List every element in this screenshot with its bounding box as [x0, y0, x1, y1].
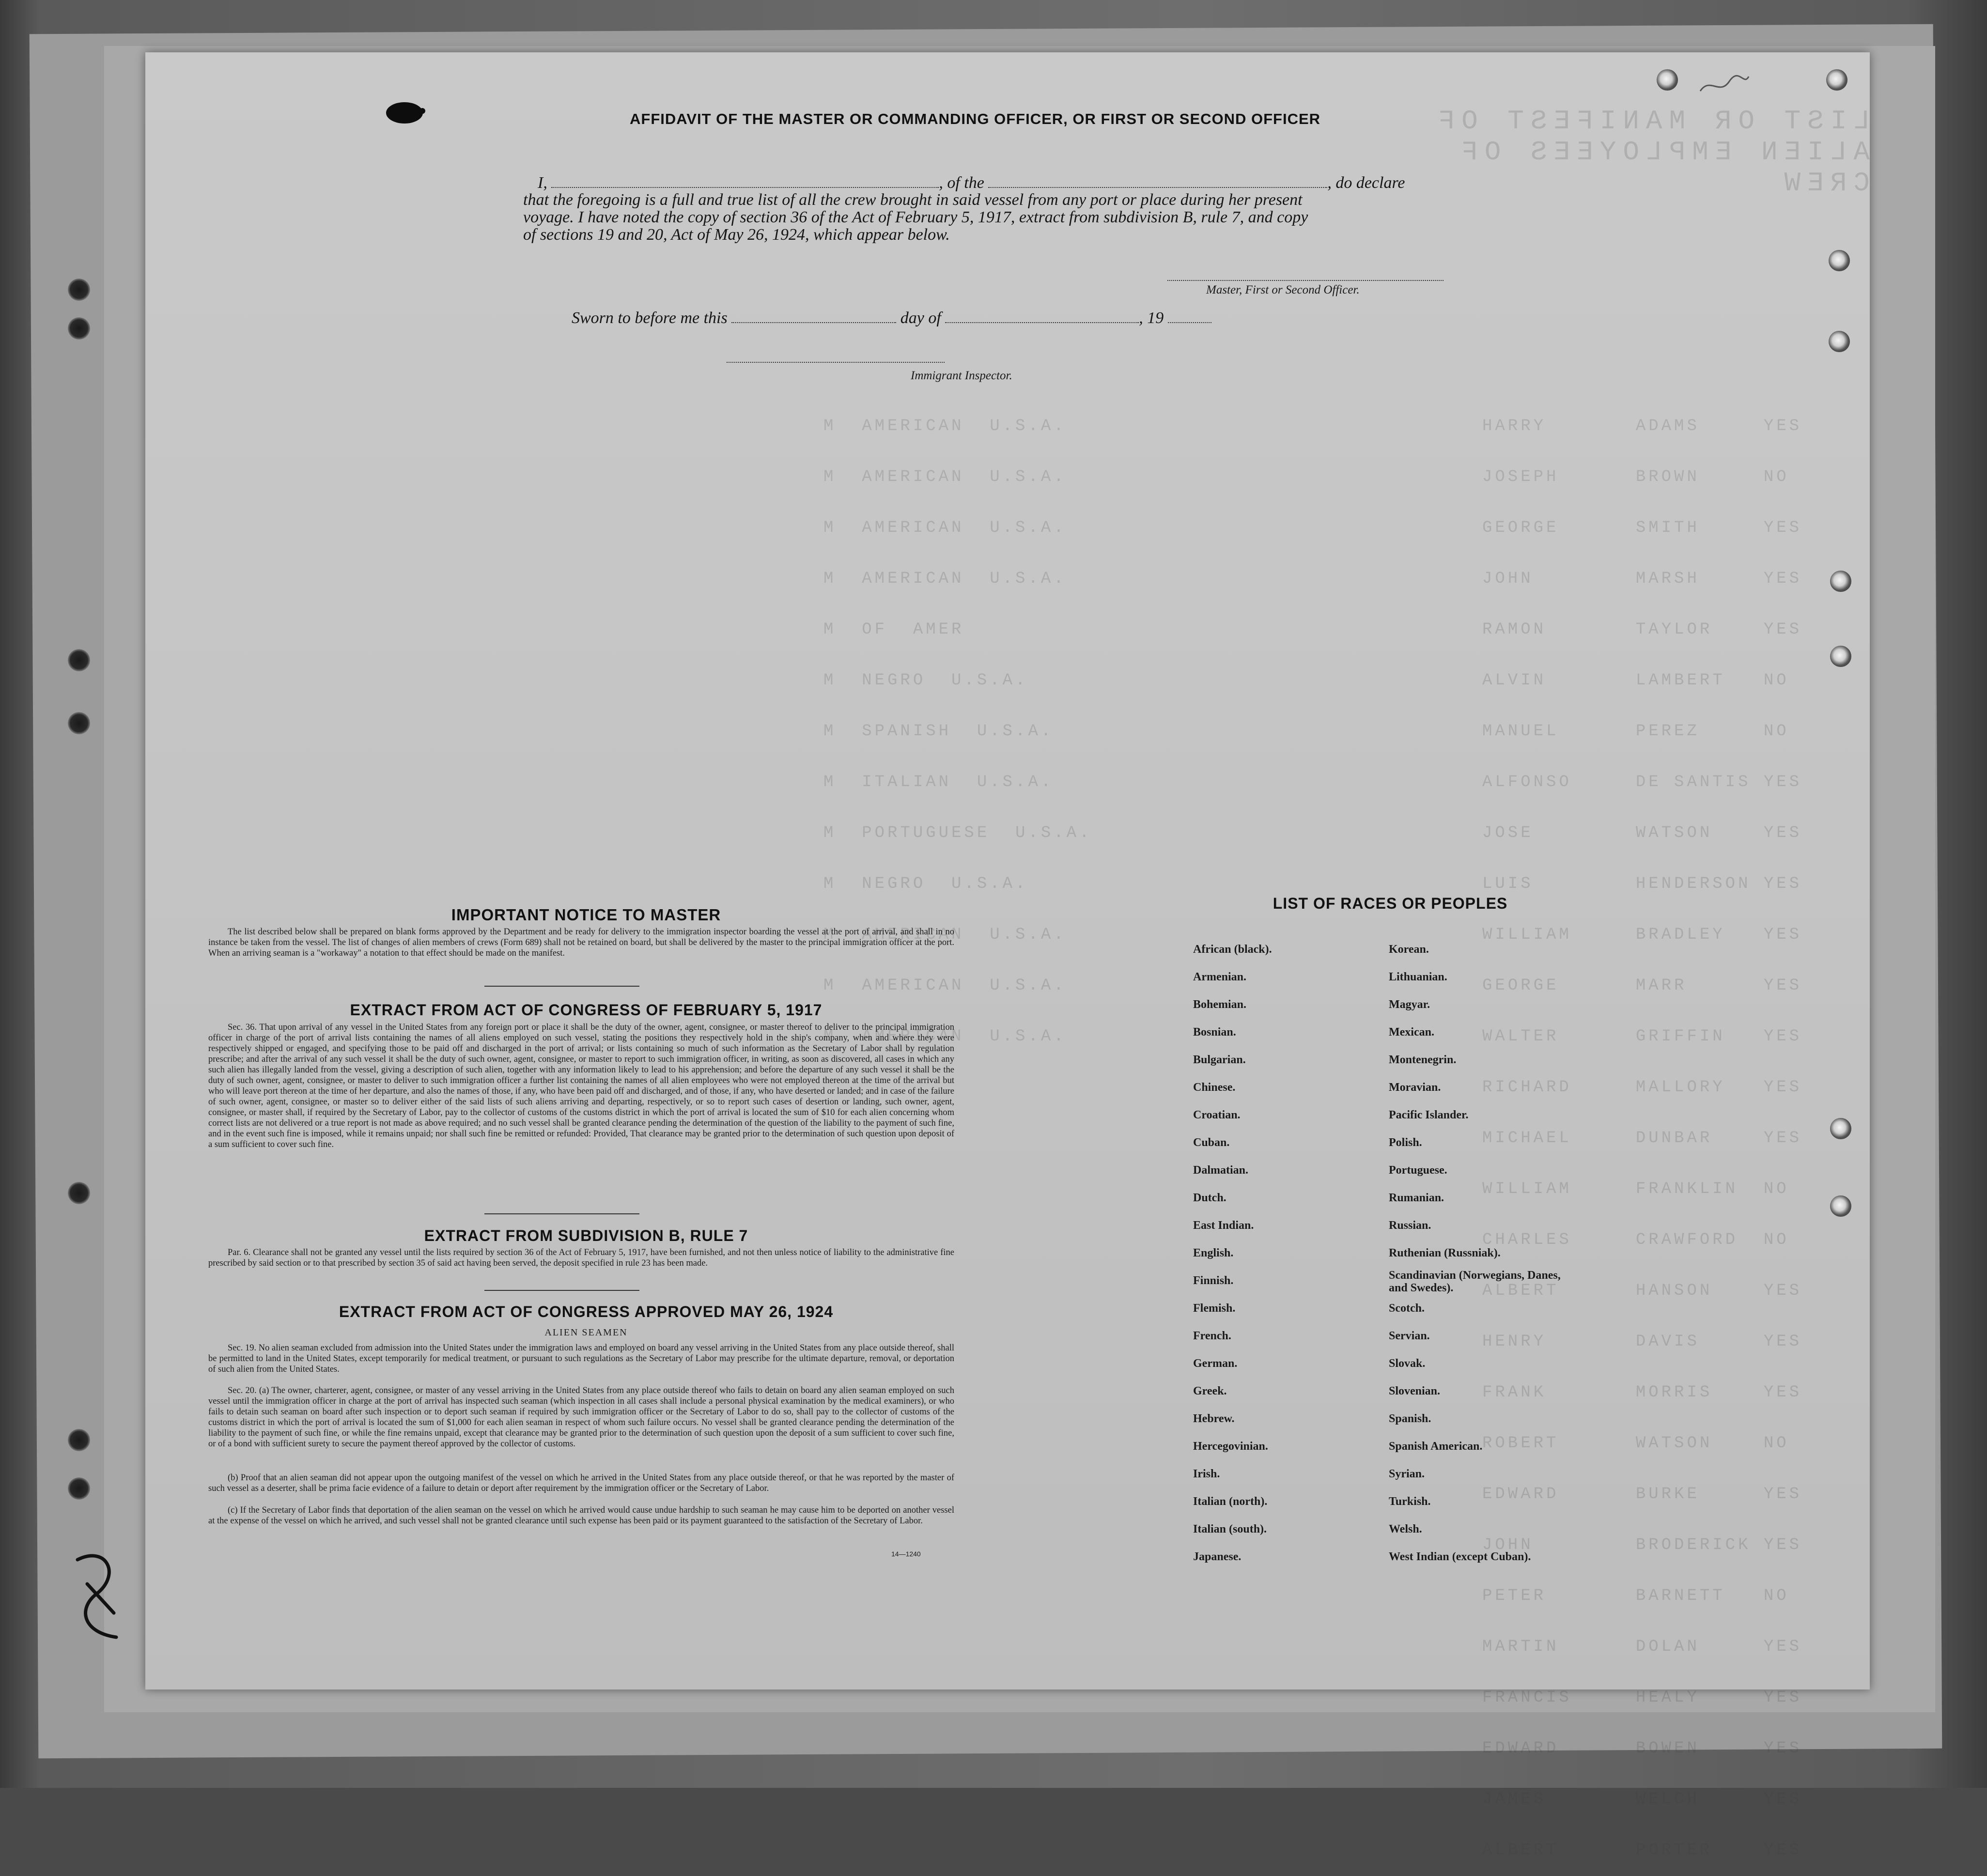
master-name-field[interactable] [551, 173, 939, 188]
race-item: Scotch. [1389, 1302, 1425, 1315]
binder-hole-icon [68, 1477, 90, 1500]
race-item: Spanish American. [1389, 1440, 1483, 1453]
affidavit-title: AFFIDAVIT OF THE MASTER OR COMMANDING OFFICER, OR FIRST OR SECOND OFFICER [630, 110, 1321, 127]
race-item: Lithuanian. [1389, 971, 1447, 983]
race-item: Italian (north). [1193, 1495, 1268, 1508]
race-item: German. [1193, 1357, 1238, 1370]
punch-hole-icon [1829, 250, 1850, 271]
sworn-prefix: Sworn to before me this [572, 309, 728, 327]
race-item: Slovenian. [1389, 1385, 1441, 1397]
race-item: Montenegrin. [1389, 1054, 1457, 1066]
race-item: French. [1193, 1330, 1231, 1342]
race-item: Scandinavian (Norwegians, Danes, and Swedes). [1389, 1269, 1561, 1294]
race-item: Ruthenian (Russniak). [1389, 1247, 1501, 1259]
race-item: Spanish. [1389, 1412, 1431, 1425]
sec20c-text: (c) If the Secretary of Labor finds that deportation of the alien seaman on the vessel on which he arrived would cause undue hardship to such seaman he may cause him to be deported on another vessel at the expense of the vessel on which he arrived, and such vessel shall not be granted clearance until such expense has been paid or its payment guaranteed to the satisfaction of the Secretary of Labor. [208, 1505, 954, 1526]
punch-hole-icon [1829, 331, 1850, 352]
sworn-day-field[interactable] [731, 309, 896, 323]
race-item: Greek. [1193, 1385, 1227, 1397]
binder-hole-icon [68, 317, 90, 340]
sec20a-text: Sec. 20. (a) The owner, charterer, agent, consignee, or master of any vessel arriving in the United States from any place outside thereof who fails to detain on board any alien seaman employed on such vessel until the immigration officer in charge at the port of arrival has inspected such seaman (which inspection in all cases shall include a personal physical examination by the medical examiners), or who fails to detain such seaman on board after such inspection or to deport such seaman if required by such immigration officer or the Secretary of Labor to do so, shall pay to the collector of customs of the customs district in which the port of arrival is located the sum of $1,000 for each alien seaman in respect of whom such failure occurs. No vessel shall be granted clearance pending the determination of the liability to the payment of such fine, or while the fine remains unpaid, except that clearance may be granted prior to the determination of such question upon the deposit of a sum sufficient to cover such fine, or of a bond with sufficient surety to secure the payment thereof approved by the collector of customs. [208, 1386, 954, 1449]
divider-rule [484, 1290, 639, 1291]
race-item: Hebrew. [1193, 1412, 1235, 1425]
affidavit-i-label: I, [538, 174, 547, 192]
affidavit-line-1 [538, 173, 1405, 192]
notice-title: IMPORTANT NOTICE TO MASTER [451, 906, 721, 924]
punch-hole-icon [1830, 1195, 1851, 1217]
race-item: Hercegovinian. [1193, 1440, 1268, 1453]
pencil-scribble-icon [68, 1540, 131, 1647]
race-item: Moravian. [1389, 1081, 1441, 1094]
race-item: West Indian (except Cuban). [1389, 1550, 1531, 1563]
race-item: Bosnian. [1193, 1026, 1236, 1039]
race-item: Dutch. [1193, 1192, 1226, 1204]
extract-rule7-title: EXTRACT FROM SUBDIVISION B, RULE 7 [424, 1227, 748, 1244]
race-item: Magyar. [1389, 998, 1430, 1011]
of-the-label: , of the [939, 174, 984, 192]
race-item: Welsh. [1389, 1523, 1422, 1535]
binder-hole-icon [68, 1429, 90, 1451]
binder-hole-icon [68, 1182, 90, 1204]
race-item: English. [1193, 1247, 1234, 1259]
bleed-through-names: HARRY ADAMS YES JOSEPH BROWN NO GEORGE SMITH YES JOHN MARSH YES RAMON TAYLOR YES ALVIN LAMBERT NO MANUEL PEREZ NO ALFONSO DE SANTIS YES JOSE WATSON YES LUIS HENDERSON YES WILLIAM BRADLEY YES GEORGE MARR YES WALTER GRIFFIN YES RICHARD MALLORY YES MICHAEL DUNBAR YES WILLIAM FRANKLIN NO CHARLES CRAWFORD NO ALBERT HANSON YES HENRY DAVIS YES FRANK MORRIS YES ROBERT WATSON NO EDWARD BURKE YES JOHN BRODERICK YES PETER BARNETT NO MARTIN DOLAN YES FRANCIS HEALY YES EDWARD BOWEN YES JAMES WELCH YES ALBERT PORTER YES [1482, 417, 1802, 1860]
race-item: Mexican. [1389, 1026, 1434, 1039]
extract-rule7-text: Par. 6. Clearance shall not be granted any vessel until the lists required by section 36 of the Act of February 5, 1917, have been furnished, and not then unless notice of liability to the administrative fine prescribed by said section or to that prescribed by section 35 of said act having been served, the deposit specified in rule 23 has been made. [208, 1248, 954, 1268]
binder-hole-icon [68, 279, 90, 301]
day-of-label: day of [900, 309, 941, 327]
race-item: Bohemian. [1193, 998, 1247, 1011]
race-item: Servian. [1389, 1330, 1430, 1342]
race-item: Portuguese. [1389, 1164, 1447, 1177]
race-item: Rumanian. [1389, 1192, 1444, 1204]
race-item: Dalmatian. [1193, 1164, 1248, 1177]
vessel-name-field[interactable] [988, 173, 1327, 188]
race-item: Armenian. [1193, 971, 1246, 983]
affidavit-line-2: that the foregoing is a full and true list of all the crew brought in said vessel from any port or place during her present [523, 191, 1303, 209]
form-number: 14—1240 [891, 1550, 921, 1558]
notice-text: The list described below shall be prepared on blank forms approved by the Department and be ready for delivery to the immigration inspector boarding the vessel at the port of arrival, and shall in no instance be taken from the vessel. The list of changes of alien members of crews (Form 689) shall not be retained on board, but shall be delivered by the master to the principal immigration officer at the port. When an arriving seaman is a "workaway" a notation to that effect should be made on the manifest. [208, 927, 954, 958]
races-title: LIST OF RACES OR PEOPLES [1273, 895, 1508, 912]
race-item: Korean. [1389, 943, 1429, 956]
race-item: Polish. [1389, 1136, 1422, 1149]
race-item: East Indian. [1193, 1219, 1254, 1232]
race-item: Slovak. [1389, 1357, 1426, 1370]
punch-hole-icon [1830, 646, 1851, 667]
extract-1924-title: EXTRACT FROM ACT OF CONGRESS APPROVED MAY 26, 1924 [339, 1303, 834, 1320]
affidavit-line-3: voyage. I have noted the copy of section 36 of the Act of February 5, 1917, extract from subdivision B, rule 7, and copy [523, 208, 1308, 226]
punch-hole-icon [1826, 69, 1847, 91]
race-item: African (black). [1193, 943, 1272, 956]
ink-blot-icon [383, 98, 431, 127]
master-signature-label: Master, First or Second Officer. [1206, 283, 1360, 296]
alien-seamen-subtitle: ALIEN SEAMEN [544, 1327, 628, 1338]
extract-1917-text: Sec. 36. That upon arrival of any vessel in the United States from any foreign port or place it shall be the duty of the owner, agent, consignee, or master thereof to deliver to the principal immigration officer in charge of the port of arrival lists containing the names of all aliens employed on such vessel, stating the positions they respectively hold in the ship's company, when and where they were respectively shipped or engaged, and specifying those to be paid off and discharged in the port of arrival; or lists containing so much of such information as the Secretary of Labor shall by regulation prescribe; and after the arrival of any such vessel it shall be the duty of such owner, agent, consignee, or master to report to such immigration officer, in writing, as soon as discovered, all cases in which any such alien has illegally landed from the vessel, giving a description of such alien, together with any information likely to lead to his apprehension; and before the departure of any such vessel it shall be the duty of such owner, agent, consignee, or master to deliver to such immigration officer a further list containing the names of all alien employees who were not employed thereon at the time of the arrival but who will leave port thereon at the time of her departure, and also the names of those, if any, who have been paid off and discharged, and of those, if any, who have deserted or landed; and in case of the failure of such owner, agent, consignee, or master so to deliver either of the said lists of such aliens arriving and departing, respectively, or so to report such cases of desertion or landing, such owner, agent, consignee, or master shall, if required by the Secretary of Labor, pay to the collector of customs of the customs district in which the port of arrival is located the sum of $10 for each alien concerning whom correct lists are not delivered or a true report is not made as above required; and no such vessel shall be granted clearance pending the determination of the question of the liability to the payment of such fine, and in the event such fine is imposed, while it remains unpaid; nor shall such fine be remitted or refunded: Provided, That clearance may be granted prior to the determination of such question upon deposit of a sum sufficient to cover such fine. [208, 1023, 954, 1149]
divider-rule [484, 986, 639, 987]
race-item: Pacific Islander. [1389, 1109, 1469, 1121]
race-item: Turkish. [1389, 1495, 1431, 1508]
affidavit-line-4: of sections 19 and 20, Act of May 26, 1924, which appear below. [523, 226, 950, 244]
sec20b-text: (b) Proof that an alien seaman did not appear upon the outgoing manifest of the vessel on which he arrived in the United States from any place outside thereof, or that he was reported by the master of such vessel as a deserter, shall be prima facie evidence of a failure to detain or deport after requirement by the immigration officer or the Secretary of Labor. [208, 1473, 954, 1493]
bleed-through-column: M AMERICAN U.S.A. M AMERICAN U.S.A. M AMERICAN U.S.A. M AMERICAN U.S.A. M OF AMER M NEGRO U.S.A. M SPANISH U.S.A. M ITALIAN U.S.A. M PORTUGUESE U.S.A. M NEGRO U.S.A. M AMERICAN U.S.A. M AMERICAN U.S.A. M AMERICAN U.S.A. [823, 417, 1092, 1046]
race-item: Finnish. [1193, 1274, 1234, 1287]
inspector-signature-line[interactable] [727, 362, 945, 363]
master-signature-line[interactable] [1167, 280, 1444, 281]
race-item: Chinese. [1193, 1081, 1236, 1094]
sworn-month-field[interactable] [945, 309, 1139, 323]
divider-rule [484, 1213, 639, 1214]
year-prefix: , 19 [1139, 309, 1164, 327]
punch-hole-icon [1657, 69, 1678, 91]
sworn-line [572, 309, 1211, 327]
extract-1917-title: EXTRACT FROM ACT OF CONGRESS OF FEBRUARY 5, 1917 [350, 1001, 823, 1019]
race-item: Japanese. [1193, 1550, 1242, 1563]
race-item: Croatian. [1193, 1109, 1241, 1121]
race-item: Russian. [1389, 1219, 1431, 1232]
sec19-text: Sec. 19. No alien seaman excluded from admission into the United States under the immigration laws and employed on board any vessel arriving in the United States from any place outside thereof, shall be permitted to land in the United States, except temporarily for medical treatment, or pursuant to such regulations as the Secretary of Labor may prescribe for the ultimate departure, removal, or deportation of such alien from the United States. [208, 1343, 954, 1374]
race-item: Bulgarian. [1193, 1054, 1246, 1066]
binder-hole-icon [68, 712, 90, 734]
bleed-through-text: LIST OR MANIFEST OF ALIEN EMPLOYEES OF CREW [1431, 106, 1870, 199]
do-declare-label: , do declare [1327, 174, 1405, 192]
race-item: Irish. [1193, 1468, 1220, 1480]
race-item: Flemish. [1193, 1302, 1236, 1315]
race-item: Cuban. [1193, 1136, 1230, 1149]
binder-hole-icon [68, 649, 90, 671]
race-item: Syrian. [1389, 1468, 1425, 1480]
race-item: Italian (south). [1193, 1523, 1267, 1535]
sworn-year-field[interactable] [1168, 309, 1211, 323]
punch-hole-icon [1830, 1118, 1851, 1139]
punch-hole-icon [1830, 571, 1851, 592]
pencil-mark-icon [1695, 72, 1754, 101]
inspector-signature-label: Immigrant Inspector. [911, 369, 1012, 382]
